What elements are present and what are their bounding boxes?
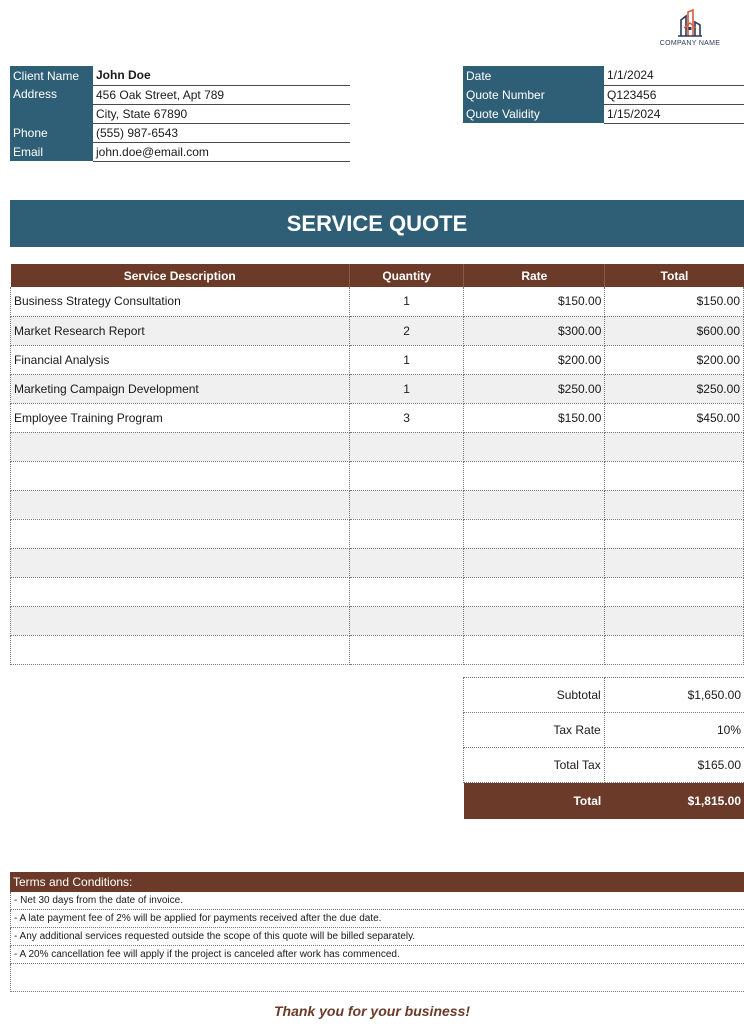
item-quantity: 2 xyxy=(349,316,463,345)
item-quantity: 1 xyxy=(349,287,463,316)
page-title: SERVICE QUOTE xyxy=(10,200,744,247)
terms-line: - Any additional services requested outside the scope of this quote will be billed separately. xyxy=(10,928,744,946)
item-total xyxy=(605,606,744,635)
item-total xyxy=(605,432,744,461)
quote-number-value: Q123456 xyxy=(604,85,744,104)
item-total: $150.00 xyxy=(605,287,744,316)
table-row xyxy=(11,287,744,316)
date-row xyxy=(463,66,744,85)
tax-rate-row xyxy=(464,713,744,748)
items-header-row xyxy=(11,264,744,287)
item-total: $250.00 xyxy=(605,374,744,403)
item-total: $450.00 xyxy=(605,403,744,432)
item-quantity: 3 xyxy=(349,403,463,432)
address-line-1: 456 Oak Street, Apt 789 xyxy=(93,85,350,104)
company-logo xyxy=(650,8,730,52)
item-quantity xyxy=(349,432,463,461)
header-description: Service Description xyxy=(11,264,350,287)
grand-total-value: $1,815.00 xyxy=(604,783,744,819)
quote-meta-table xyxy=(463,66,744,124)
address-row xyxy=(10,85,350,104)
table-row xyxy=(11,374,744,403)
item-quantity xyxy=(349,519,463,548)
phone-row xyxy=(10,123,350,142)
item-quantity xyxy=(349,606,463,635)
item-rate: $200.00 xyxy=(464,345,605,374)
item-description: Business Strategy Consultation xyxy=(11,287,350,316)
item-description xyxy=(11,577,350,606)
item-quantity: 1 xyxy=(349,345,463,374)
total-tax-row xyxy=(464,748,744,783)
item-quantity xyxy=(349,490,463,519)
item-rate: $150.00 xyxy=(464,403,605,432)
address-label: Address xyxy=(10,85,93,104)
item-quantity xyxy=(349,461,463,490)
quote-validity-label: Quote Validity xyxy=(463,104,604,123)
phone-value: (555) 987-6543 xyxy=(93,123,350,142)
terms-heading: Terms and Conditions: xyxy=(10,872,744,892)
email-label: Email xyxy=(10,142,93,161)
quote-validity-value: 1/15/2024 xyxy=(604,104,744,123)
item-rate xyxy=(464,461,605,490)
subtotal-row xyxy=(464,678,744,713)
item-description: Market Research Report xyxy=(11,316,350,345)
client-name-label: Client Name xyxy=(10,66,93,85)
table-row xyxy=(11,519,744,548)
address-row-2 xyxy=(10,104,350,123)
table-row xyxy=(11,577,744,606)
table-row xyxy=(11,490,744,519)
header-rate: Rate xyxy=(464,264,605,287)
item-rate xyxy=(464,490,605,519)
item-rate: $300.00 xyxy=(464,316,605,345)
terms-line: - Net 30 days from the date of invoice. xyxy=(10,892,744,910)
item-total xyxy=(605,490,744,519)
tax-rate-value: 10% xyxy=(604,713,744,748)
item-total xyxy=(605,635,744,664)
company-name: COMPANY NAME xyxy=(659,40,721,47)
item-quantity xyxy=(349,635,463,664)
item-description: Employee Training Program xyxy=(11,403,350,432)
terms-line xyxy=(10,964,744,992)
terms-section xyxy=(10,872,744,992)
tax-rate-label: Tax Rate xyxy=(464,713,605,748)
item-total xyxy=(605,577,744,606)
service-items-table xyxy=(10,264,744,665)
thank-you-message: Thank you for your business! xyxy=(273,1003,471,1019)
item-description xyxy=(11,461,350,490)
total-tax-label: Total Tax xyxy=(464,748,605,783)
header-quantity: Quantity xyxy=(349,264,463,287)
table-row xyxy=(11,461,744,490)
table-row xyxy=(11,432,744,461)
item-rate: $150.00 xyxy=(464,287,605,316)
item-description: Marketing Campaign Development xyxy=(11,374,350,403)
terms-line: - A 20% cancellation fee will apply if the project is canceled after work has commenced. xyxy=(10,946,744,964)
item-rate xyxy=(464,606,605,635)
client-info-table xyxy=(10,66,350,162)
item-quantity: 1 xyxy=(349,374,463,403)
client-name-row xyxy=(10,66,350,85)
item-description xyxy=(11,490,350,519)
quote-number-row xyxy=(463,85,744,104)
terms-line: - A late payment fee of 2% will be applied for payments received after the due date. xyxy=(10,910,744,928)
client-name-value: John Doe xyxy=(93,66,350,85)
item-rate xyxy=(464,635,605,664)
item-rate xyxy=(464,577,605,606)
table-row xyxy=(11,316,744,345)
item-rate xyxy=(464,432,605,461)
quote-number-label: Quote Number xyxy=(463,85,604,104)
item-total: $600.00 xyxy=(605,316,744,345)
item-rate xyxy=(464,519,605,548)
item-description: Financial Analysis xyxy=(11,345,350,374)
table-row xyxy=(11,403,744,432)
address-line-2: City, State 67890 xyxy=(93,104,350,123)
address-label-2 xyxy=(10,104,93,123)
item-description xyxy=(11,519,350,548)
item-quantity xyxy=(349,577,463,606)
grand-total-row xyxy=(464,783,744,819)
item-total: $200.00 xyxy=(605,345,744,374)
total-tax-value: $165.00 xyxy=(604,748,744,783)
date-label: Date xyxy=(463,66,604,85)
subtotal-label: Subtotal xyxy=(464,678,605,713)
table-row xyxy=(11,635,744,664)
item-total xyxy=(605,461,744,490)
item-rate xyxy=(464,548,605,577)
item-total xyxy=(605,548,744,577)
table-row xyxy=(11,345,744,374)
email-row xyxy=(10,142,350,161)
item-description xyxy=(11,548,350,577)
subtotal-value: $1,650.00 xyxy=(604,678,744,713)
item-description xyxy=(11,606,350,635)
date-value: 1/1/2024 xyxy=(604,66,744,85)
item-description xyxy=(11,635,350,664)
quote-validity-row xyxy=(463,104,744,123)
table-row xyxy=(11,606,744,635)
item-total xyxy=(605,519,744,548)
item-quantity xyxy=(349,548,463,577)
grand-total-label: Total xyxy=(464,783,605,819)
phone-label: Phone xyxy=(10,123,93,142)
item-rate: $250.00 xyxy=(464,374,605,403)
buildings-logo-icon xyxy=(675,8,705,38)
table-row xyxy=(11,548,744,577)
item-description xyxy=(11,432,350,461)
summary-table xyxy=(463,677,744,819)
header-total: Total xyxy=(605,264,744,287)
email-value: john.doe@email.com xyxy=(93,142,350,161)
